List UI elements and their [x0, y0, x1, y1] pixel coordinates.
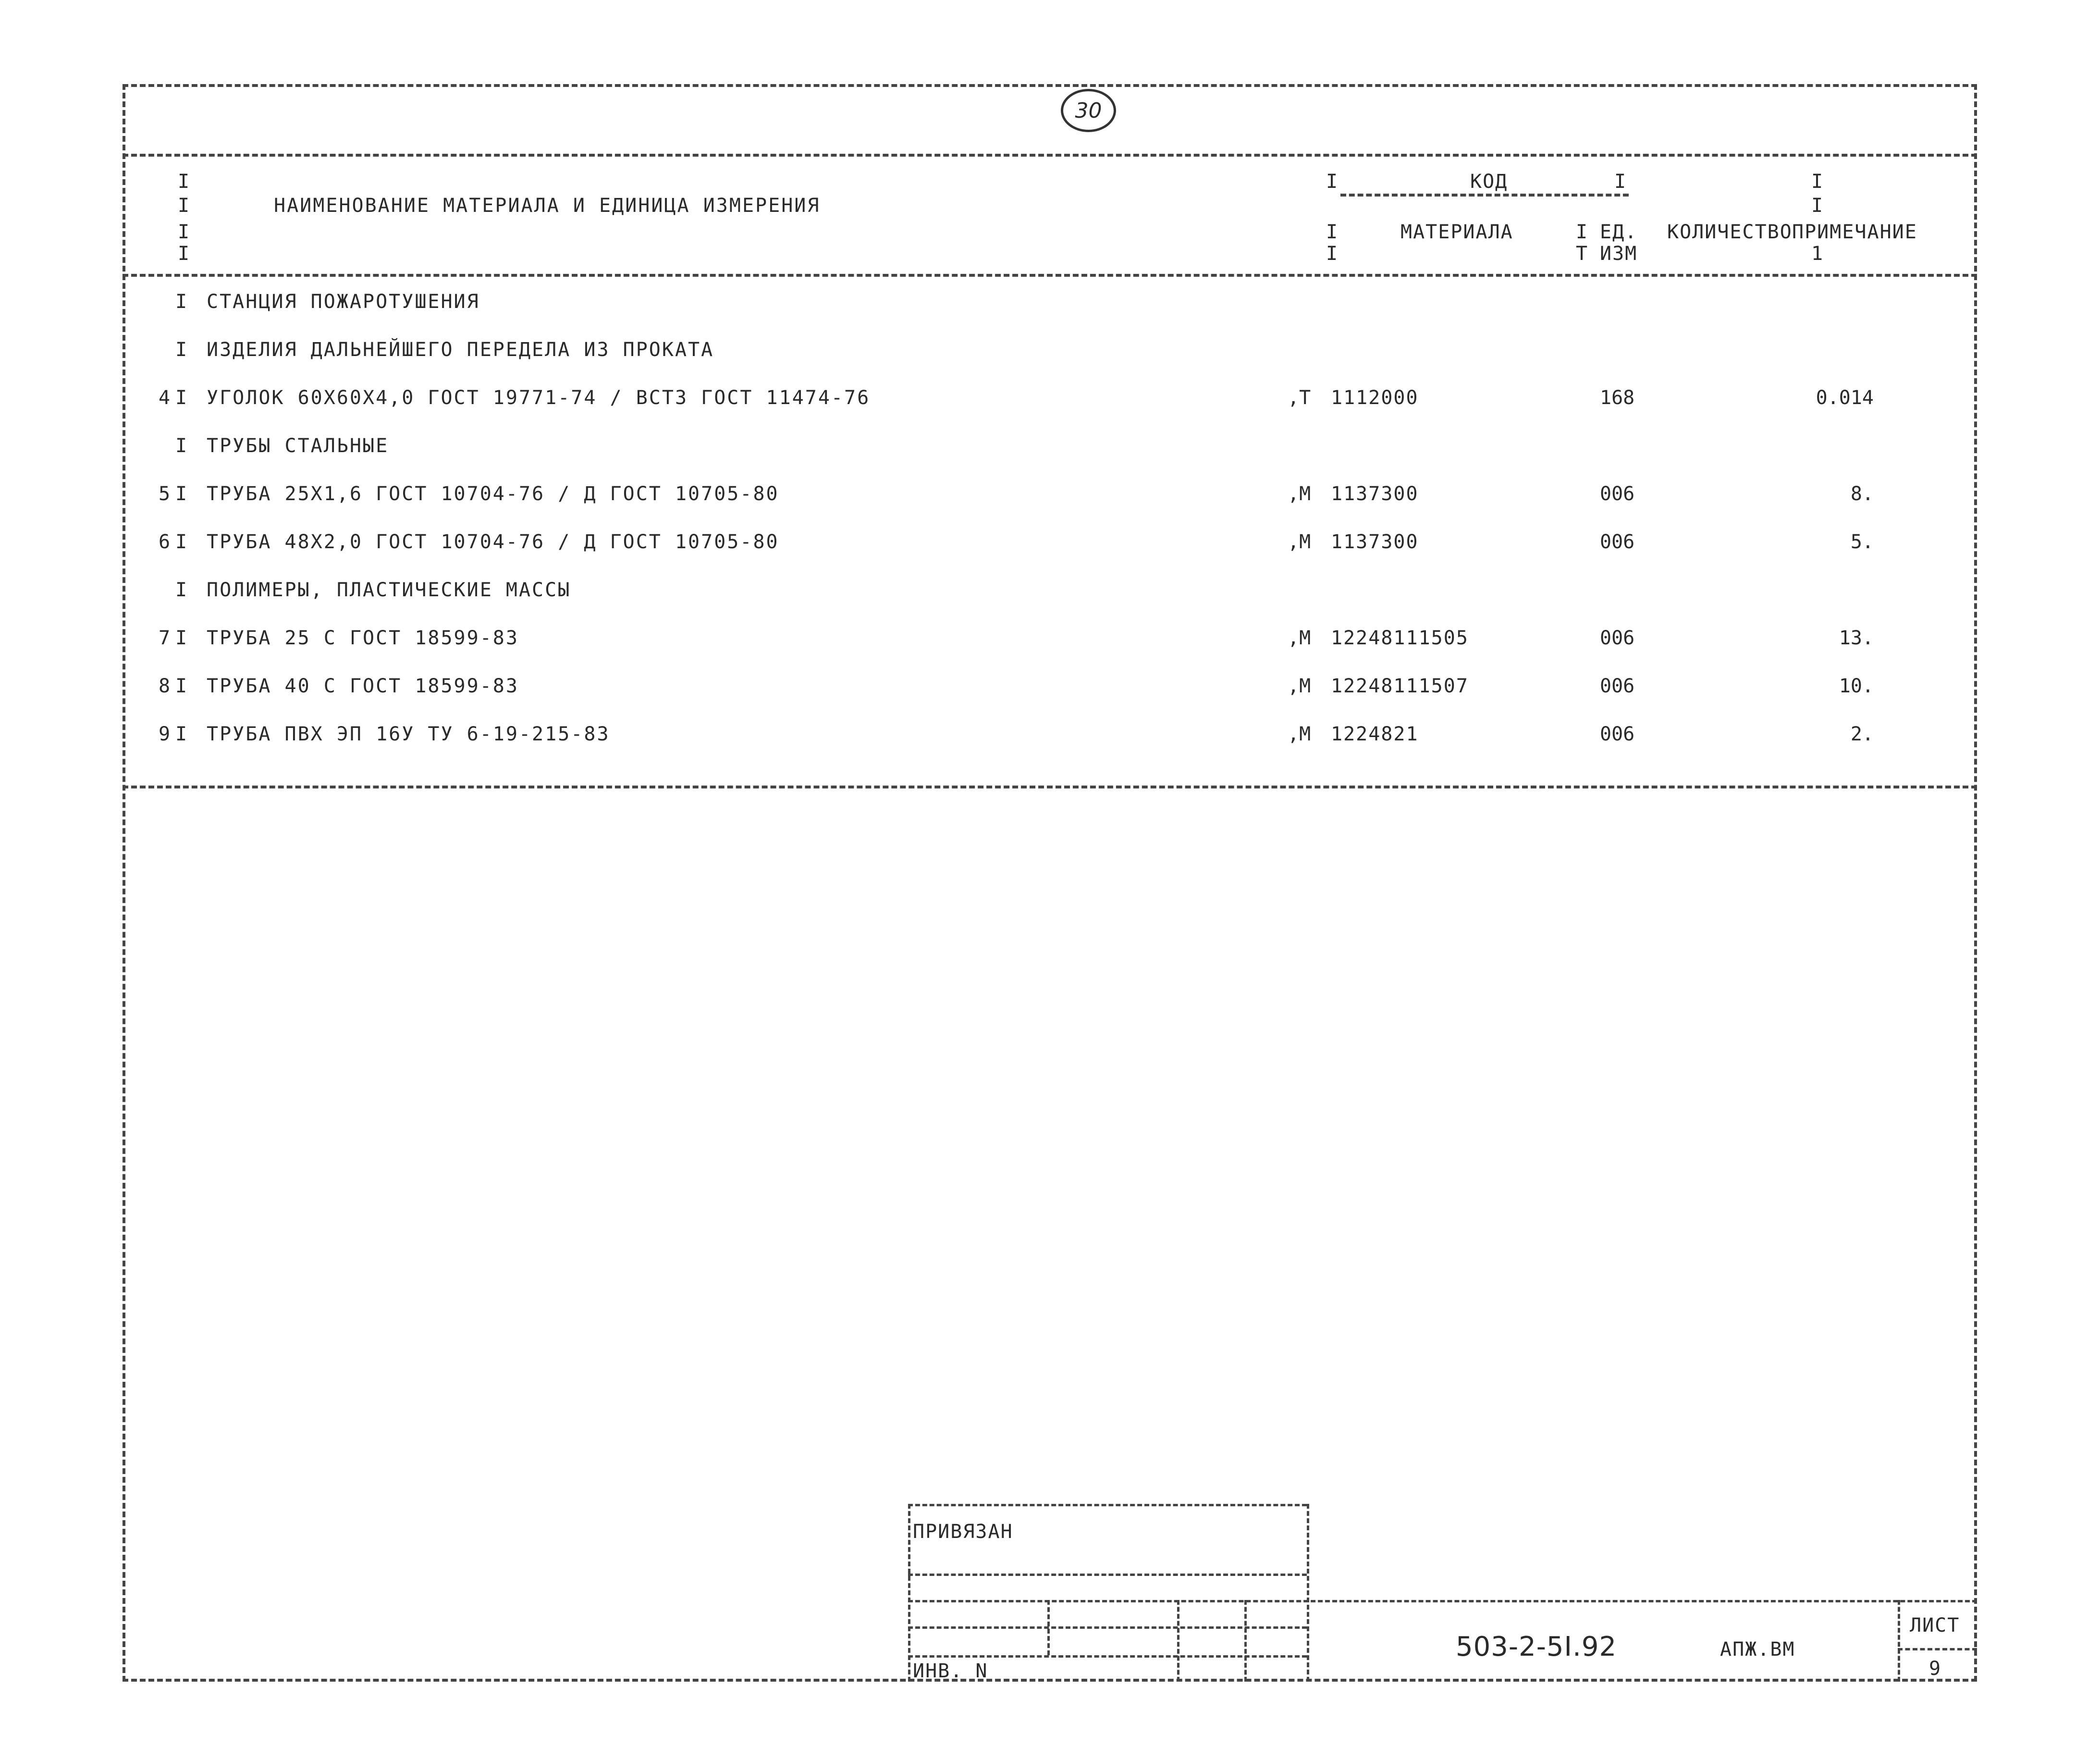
- table-row: [144, 387, 1960, 435]
- col-mark: I: [1614, 171, 1626, 193]
- header-bottom-line: [123, 274, 1977, 277]
- stamp-line: [908, 1600, 1977, 1602]
- row-name: ИЗДЕЛИЯ ДАЛЬНЕЙШЕГО ПЕРЕДЕЛА ИЗ ПРОКАТА: [207, 339, 714, 361]
- col-mark: I: [175, 579, 187, 601]
- stamp-divider: [1307, 1504, 1309, 1682]
- row-qty: 8.: [1850, 483, 1874, 505]
- row-code: 1137300: [1331, 483, 1419, 505]
- row-code: 1137300: [1331, 531, 1419, 553]
- row-code: 12248111507: [1331, 675, 1469, 697]
- col-mark: I: [1326, 221, 1338, 243]
- col-mark: I: [175, 435, 187, 457]
- row-unit: ,М: [1288, 627, 1311, 649]
- col-mark: I: [1576, 221, 1588, 243]
- header-unit-col-2: ИЗМ: [1600, 243, 1638, 265]
- row-name: ТРУБА 48Х2,0 ГОСТ 10704-76 / Д ГОСТ 10705-80: [207, 531, 779, 553]
- col-mark: I: [1811, 195, 1823, 217]
- header-material-col: МАТЕРИАЛА: [1400, 221, 1513, 243]
- row-name: ТРУБА 25 С ГОСТ 18599-83: [207, 627, 519, 649]
- col-mark: I: [175, 387, 187, 409]
- col-mark: I: [175, 531, 187, 553]
- stamp-divider: [1047, 1600, 1050, 1655]
- col-mark: I: [178, 243, 190, 265]
- row-number: 4: [159, 387, 171, 409]
- row-unit-code: 006: [1600, 627, 1635, 649]
- col-mark: I: [178, 195, 190, 217]
- col-mark: I: [1326, 171, 1338, 193]
- header-qty-col: КОЛИЧЕСТВО: [1667, 221, 1793, 243]
- col-mark: I: [1326, 243, 1338, 265]
- table-row: [144, 627, 1960, 675]
- row-code: 1112000: [1331, 387, 1419, 409]
- table-bottom-line: [123, 786, 1977, 788]
- col-mark: I: [175, 675, 187, 697]
- col-mark: I: [175, 339, 187, 361]
- row-unit-code: 006: [1600, 675, 1635, 697]
- row-number: 6: [159, 531, 171, 553]
- col-mark: T: [1576, 243, 1588, 265]
- row-name: ТРУБА 25Х1,6 ГОСТ 10704-76 / Д ГОСТ 10705-80: [207, 483, 779, 505]
- row-name: ТРУБА ПВХ ЭП 16У ТУ 6-19-215-83: [207, 723, 610, 745]
- row-unit: ,М: [1288, 531, 1311, 553]
- table-row: [144, 675, 1960, 723]
- header-note-col: ПРИМЕЧАНИЕ: [1792, 221, 1917, 243]
- page-mark-text: 30: [1075, 98, 1102, 123]
- stamp-line: [908, 1574, 1307, 1576]
- stamp-divider: [1244, 1600, 1247, 1682]
- stamp-divider: [1177, 1600, 1179, 1682]
- row-code: 1224821: [1331, 723, 1419, 745]
- row-name: ПОЛИМЕРЫ, ПЛАСТИЧЕСКИЕ МАССЫ: [207, 579, 571, 601]
- row-unit: ,М: [1288, 723, 1311, 745]
- row-name: УГОЛОК 60Х60Х4,0 ГОСТ 19771-74 / ВСТ3 ГОСТ 11474-76: [207, 387, 871, 409]
- stamp-divider: [908, 1504, 910, 1682]
- col-mark: I: [175, 483, 187, 505]
- table-row: [144, 339, 1960, 387]
- row-unit-code: 006: [1600, 723, 1635, 745]
- code-subheader-line: [1340, 194, 1629, 197]
- table-row: [144, 579, 1960, 627]
- col-mark: 1: [1811, 243, 1823, 265]
- row-qty: 5.: [1850, 531, 1874, 553]
- row-qty: 0.014: [1816, 387, 1874, 409]
- row-name: ТРУБА 40 С ГОСТ 18599-83: [207, 675, 519, 697]
- row-number: 7: [159, 627, 171, 649]
- sheet-label: ЛИСТ: [1910, 1614, 1960, 1636]
- row-unit: ,М: [1288, 675, 1311, 697]
- row-number: 5: [159, 483, 171, 505]
- row-qty: 2.: [1850, 723, 1874, 745]
- stamp-line: [908, 1626, 1307, 1629]
- row-name: ТРУБЫ СТАЛЬНЫЕ: [207, 435, 389, 457]
- header-top-line: [123, 154, 1977, 157]
- row-unit-code: 006: [1600, 483, 1635, 505]
- col-mark: I: [175, 291, 187, 313]
- header-unit-col-1: ЕД.: [1600, 221, 1638, 243]
- doc-code: 503-2-5I.92: [1456, 1631, 1617, 1662]
- row-unit: ,Т: [1288, 387, 1311, 409]
- col-mark: I: [175, 627, 187, 649]
- col-mark: I: [175, 723, 187, 745]
- row-qty: 10.: [1839, 675, 1874, 697]
- table-row: [144, 291, 1960, 339]
- table-row: [144, 435, 1960, 483]
- col-mark: I: [178, 171, 190, 193]
- row-unit-code: 168: [1600, 387, 1635, 409]
- stamp-line: [908, 1655, 1307, 1658]
- col-mark: I: [178, 221, 190, 243]
- stamp-line: [1898, 1648, 1977, 1650]
- row-name: СТАНЦИЯ ПОЖАРОТУШЕНИЯ: [207, 291, 480, 313]
- row-unit-code: 006: [1600, 531, 1635, 553]
- doc-suffix: АПЖ.ВМ: [1720, 1638, 1795, 1661]
- stamp-inv-label: ИНВ. N: [913, 1660, 988, 1682]
- stamp-divider: [1898, 1600, 1900, 1682]
- row-qty: 13.: [1839, 627, 1874, 649]
- table-row: [144, 483, 1960, 531]
- table-row: [144, 723, 1960, 771]
- row-code: 12248111505: [1331, 627, 1469, 649]
- sheet-number: 9: [1929, 1658, 1942, 1680]
- row-number: 8: [159, 675, 171, 697]
- table-row: [144, 531, 1960, 579]
- col-mark: I: [1811, 171, 1823, 193]
- header-code-col: КОД: [1470, 171, 1508, 193]
- header-name-col: НАИМЕНОВАНИЕ МАТЕРИАЛА И ЕДИНИЦА ИЗМЕРЕНИЯ: [274, 195, 821, 217]
- page-mark: [1061, 89, 1116, 132]
- row-number: 9: [159, 723, 171, 745]
- row-unit: ,М: [1288, 483, 1311, 505]
- stamp-bound-label: ПРИВЯЗАН: [913, 1521, 1013, 1543]
- stamp-top-line: [908, 1504, 1307, 1506]
